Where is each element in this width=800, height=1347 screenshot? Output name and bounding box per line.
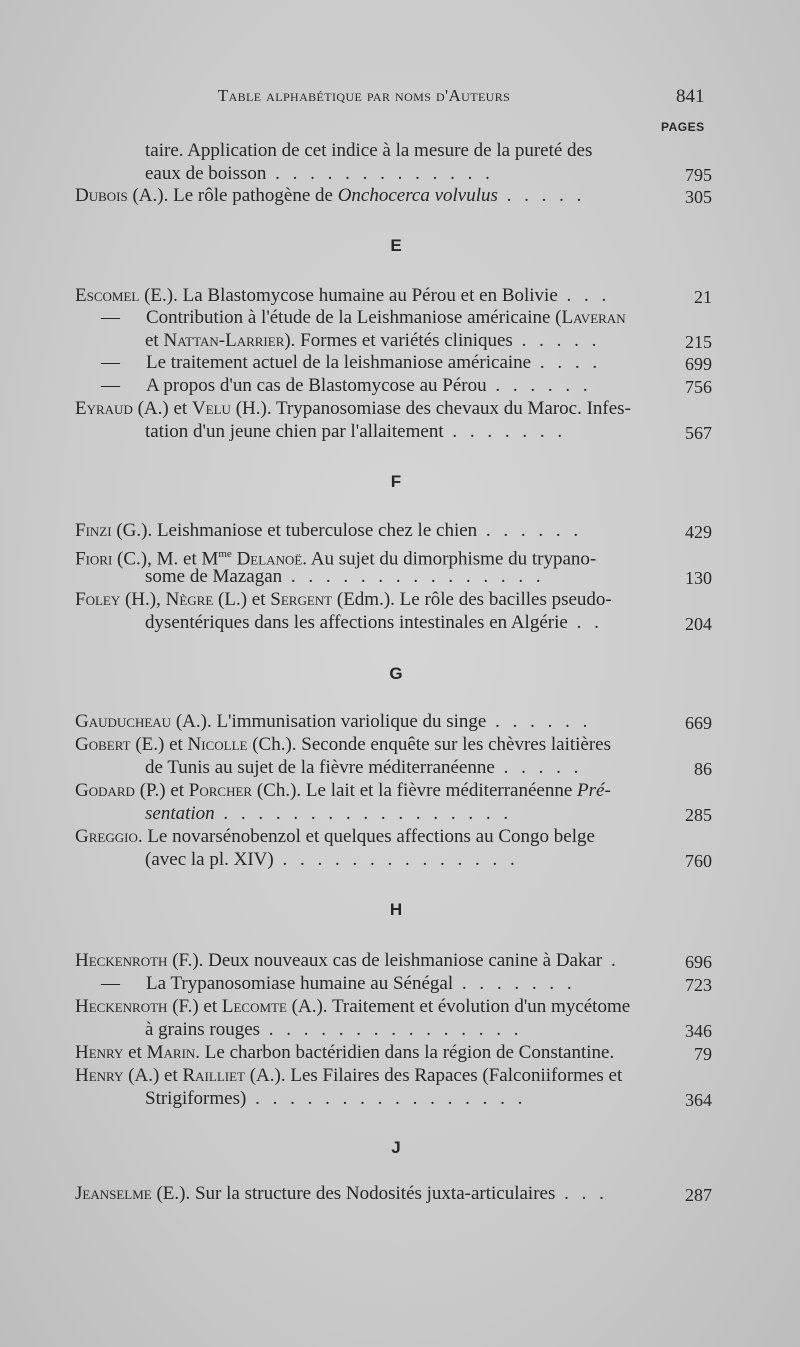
section-letter-f: F bbox=[390, 472, 402, 491]
entry-escomel-2-page: 215 bbox=[685, 332, 712, 352]
author-name: Henry bbox=[75, 1042, 124, 1063]
entry-eyraud-page: 567 bbox=[685, 423, 712, 443]
entry-godard-line2: sentation . . . . . . . . . . . . . . . . . bbox=[145, 803, 513, 824]
entry-heckenroth-1: Heckenroth (F.). Deux nouveaux cas de leishmaniose canine à Dakar . bbox=[75, 950, 620, 971]
entry-henry-2-line2: Strigiformes) . . . . . . . . . . . . . . . . bbox=[145, 1088, 527, 1109]
entry-escomel-1-page: 21 bbox=[694, 287, 712, 307]
author-name: Heckenroth bbox=[75, 950, 168, 971]
pages-column-label: PAGES bbox=[661, 120, 705, 134]
author-name: Dubois bbox=[75, 185, 128, 206]
entry-eyraud-line1: Eyraud (A.) et Velu (H.). Trypanosomiase des chevaux du Maroc. Infes- bbox=[75, 398, 631, 419]
entry-heckenroth-3-line2: à grains rouges . . . . . . . . . . . . . . . bbox=[145, 1019, 523, 1040]
author-name: Gobert bbox=[75, 734, 131, 755]
author-name: Heckenroth bbox=[75, 996, 168, 1017]
running-header-title: Table alphabétique par noms d'Auteurs bbox=[217, 86, 511, 105]
entry-eyraud-line2: tation d'un jeune chien par l'allaitement . . . . . . . bbox=[145, 421, 567, 442]
entry-escomel-2-line2: et Nattan-Larrier). Formes et variétés cliniques . . . . . bbox=[145, 330, 601, 351]
entry-henry-1-page: 79 bbox=[694, 1044, 712, 1064]
author-name: Eyraud bbox=[75, 398, 133, 419]
page-number: 841 bbox=[676, 86, 705, 107]
entry-finzi-page: 429 bbox=[685, 522, 712, 542]
entry-gobert-page: 86 bbox=[694, 759, 712, 779]
section-letter-h: H bbox=[389, 900, 403, 919]
author-name: Henry bbox=[75, 1065, 124, 1086]
entry-godard-line1: Godard (P.) et Porcher (Ch.). Le lait et la fièvre méditerranéenne Pré- bbox=[75, 780, 611, 801]
entry-continuation-line1: taire. Application de cet indice à la mesure de la pureté des bbox=[145, 140, 593, 161]
entry-greggio-line1: Greggio. Le novarsénobenzol et quelques affections au Congo belge bbox=[75, 826, 595, 847]
entry-escomel-3: — Le traitement actuel de la leishmaniose américaine . . . . bbox=[101, 352, 602, 373]
entry-foley-page: 204 bbox=[685, 614, 712, 634]
author-name: Godard bbox=[75, 780, 135, 801]
entry-fiori-line2: some de Mazagan . . . . . . . . . . . . . . . bbox=[145, 566, 545, 587]
entry-greggio-page: 760 bbox=[685, 851, 712, 871]
author-name: Escomel bbox=[75, 285, 140, 306]
entry-gobert-line1: Gobert (E.) et Nicolle (Ch.). Seconde enquête sur les chèvres laitières bbox=[75, 734, 611, 755]
section-letter-e: E bbox=[390, 236, 402, 255]
entry-heckenroth-3-page: 346 bbox=[685, 1021, 712, 1041]
entry-continuation-line2: eaux de boisson . . . . . . . . . . . . . bbox=[145, 163, 494, 184]
entry-escomel-4-page: 756 bbox=[685, 377, 712, 397]
entry-gauducheau: Gauducheau (A.). L'immunisation variolique du singe . . . . . . bbox=[75, 711, 592, 732]
section-letter-j: J bbox=[391, 1138, 401, 1157]
entry-henry-1: Henry et Marin. Le charbon bactéridien dans la région de Constantine. bbox=[75, 1042, 615, 1063]
entry-jeanselme: Jeanselme (E.). Sur la structure des Nodosités juxta-articulaires . . . bbox=[75, 1183, 608, 1204]
entry-escomel-3-page: 699 bbox=[685, 354, 712, 374]
section-letter-g: G bbox=[389, 664, 403, 683]
entry-greggio-line2: (avec la pl. XIV) . . . . . . . . . . . . . . bbox=[145, 849, 519, 870]
entry-fiori-line1: Fiori (C.), M. et $M^{me}$ Delanoë. Au sujet du dimorphisme du trypano- bbox=[75, 548, 597, 570]
author-name: Fiori bbox=[75, 548, 113, 570]
entry-gauducheau-page: 669 bbox=[685, 713, 712, 733]
entry-heckenroth-3-line1: Heckenroth (F.) et Lecomte (A.). Traitement et évolution d'un mycétome bbox=[75, 996, 631, 1017]
entry-escomel-4: — A propos d'un cas de Blastomycose au Pérou . . . . . . bbox=[101, 375, 592, 396]
entry-godard-page: 285 bbox=[685, 805, 712, 825]
author-name: Finzi bbox=[75, 520, 112, 541]
author-name: Jeanselme bbox=[75, 1183, 152, 1204]
entry-dubois: Dubois (A.). Le rôle pathogène de Onchocerca volvulus . . . . . bbox=[75, 185, 586, 206]
entry-heckenroth-2: — La Trypanosomiase humaine au Sénégal . . . . . . . bbox=[101, 973, 576, 994]
author-name: Gauducheau bbox=[75, 711, 172, 732]
entry-heckenroth-2-page: 723 bbox=[685, 975, 712, 995]
entry-gobert-line2: de Tunis au sujet de la fièvre méditerranéenne . . . . . bbox=[145, 757, 583, 778]
author-name: Greggio bbox=[75, 826, 138, 847]
entry-jeanselme-page: 287 bbox=[685, 1185, 712, 1205]
entry-henry-2-line1: Henry (A.) et Railliet (A.). Les Filaires des Rapaces (Falconiiformes et bbox=[75, 1065, 623, 1086]
entry-foley-line2: dysentériques dans les affections intestinales en Algérie . . bbox=[145, 612, 603, 633]
entry-henry-2-page: 364 bbox=[685, 1090, 712, 1110]
entry-heckenroth-1-page: 696 bbox=[685, 952, 712, 972]
entry-escomel-2-line1: — Contribution à l'étude de la Leishmaniose américaine (Laveran bbox=[101, 307, 626, 328]
author-name: Foley bbox=[75, 589, 121, 610]
entry-foley-line1: Foley (H.), Nègre (L.) et Sergent (Edm.). Le rôle des bacilles pseudo- bbox=[75, 589, 612, 610]
entry-continuation-page: 795 bbox=[685, 165, 712, 185]
entry-finzi: Finzi (G.). Leishmaniose et tuberculose chez le chien . . . . . . bbox=[75, 520, 583, 541]
entry-escomel-1: Escomel (E.). La Blastomycose humaine au Pérou et en Bolivie . . . bbox=[75, 285, 611, 306]
entry-dubois-page: 305 bbox=[685, 187, 712, 207]
entry-fiori-page: 130 bbox=[685, 568, 712, 588]
